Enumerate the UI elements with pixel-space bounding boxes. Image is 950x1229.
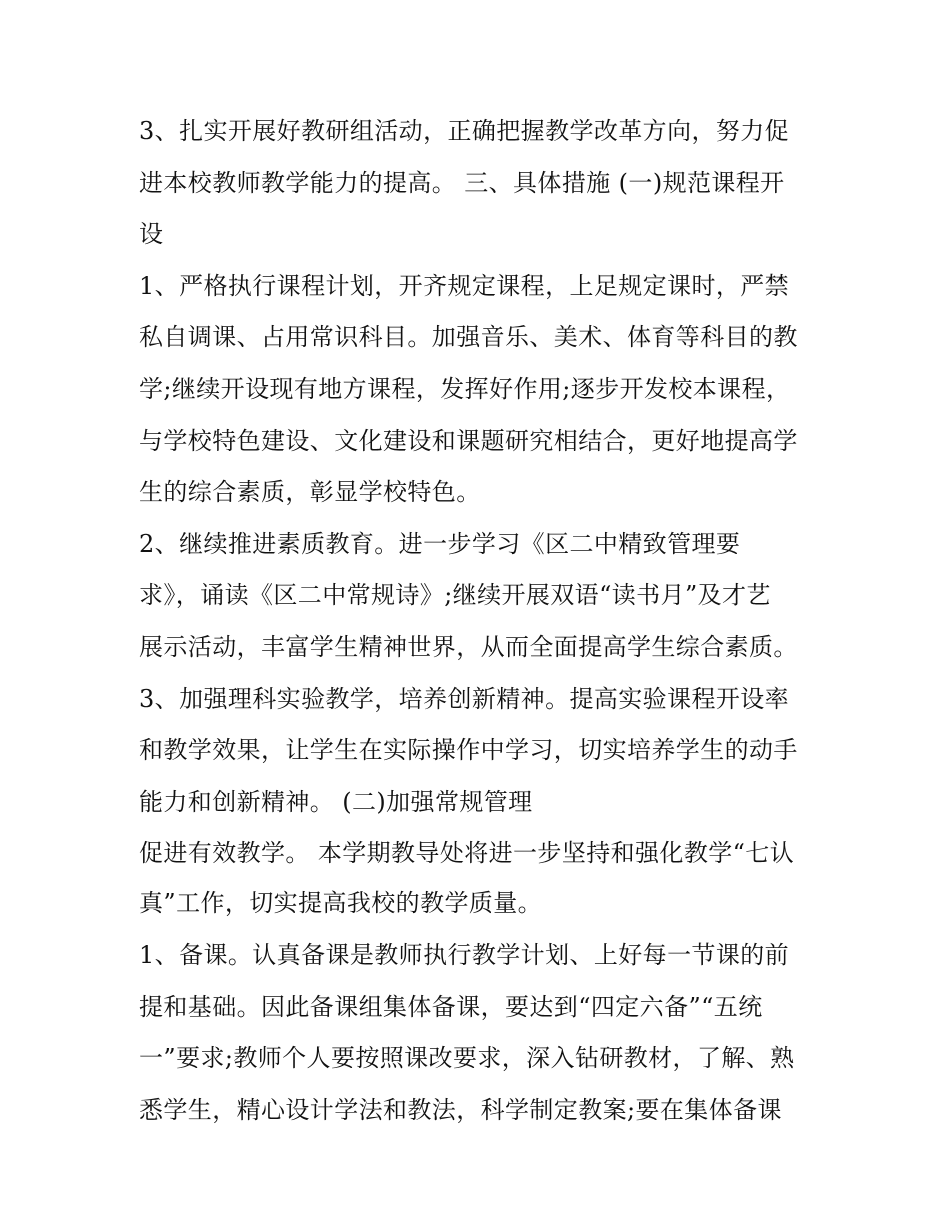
text-line: 3、加强理科实验教学，培养创新精神。提高实验课程开设率 [139, 684, 790, 713]
text-line: 一”要求;教师个人要按照课改要求，深入钻研教材，了解、熟 [139, 1044, 795, 1073]
text-line: 展示活动，丰富学生精神世界，从而全面提高学生综合素质。 [139, 632, 798, 661]
text-line: 设 [139, 220, 164, 249]
text-line: 生的综合素质，彰显学校特色。 [139, 478, 481, 507]
text-line: 与学校特色建设、文化建设和课题研究相结合，更好地提高学 [139, 426, 798, 455]
document-body [139, 106, 829, 1136]
text-line: 促进有效教学。 本学期教导处将进一步坚持和强化教学“七认 [139, 838, 795, 867]
text-line: 学;继续开设现有地方课程，发挥好作用;逐步开发校本课程， [139, 374, 791, 403]
text-line: 悉学生，精心设计学法和教法，科学制定教案;要在集体备课 [139, 1095, 782, 1124]
text-line: 和教学效果，让学生在实际操作中学习，切实培养学生的动手 [139, 736, 798, 765]
text-line: 能力和创新精神。 (二)加强常规管理 [139, 787, 533, 816]
text-line: 2、继续推进素质教育。进一步学习《区二中精致管理要 [139, 529, 741, 558]
text-line: 进本校教师教学能力的提高。 三、具体措施 (一)规范课程开 [139, 168, 785, 197]
text-line: 1、备课。认真备课是教师执行教学计划、上好每一节课的前 [139, 940, 790, 969]
text-line: 私自调课、占用常识科目。加强音乐、美术、体育等科目的教 [139, 323, 798, 352]
text-line: 真”工作，切实提高我校的教学质量。 [139, 889, 543, 918]
text-line: 3、扎实开展好教研组活动，正确把握教学改革方向，努力促 [139, 117, 790, 145]
text-line: 提和基础。因此备课组集体备课，要达到“四定六备”“五统 [139, 992, 763, 1021]
text-line: 1、严格执行课程计划，开齐规定课程，上足规定课时，严禁 [139, 271, 790, 300]
text-line: 求》，诵读《区二中常规诗》;继续开展双语“读书月”及才艺 [139, 581, 771, 610]
